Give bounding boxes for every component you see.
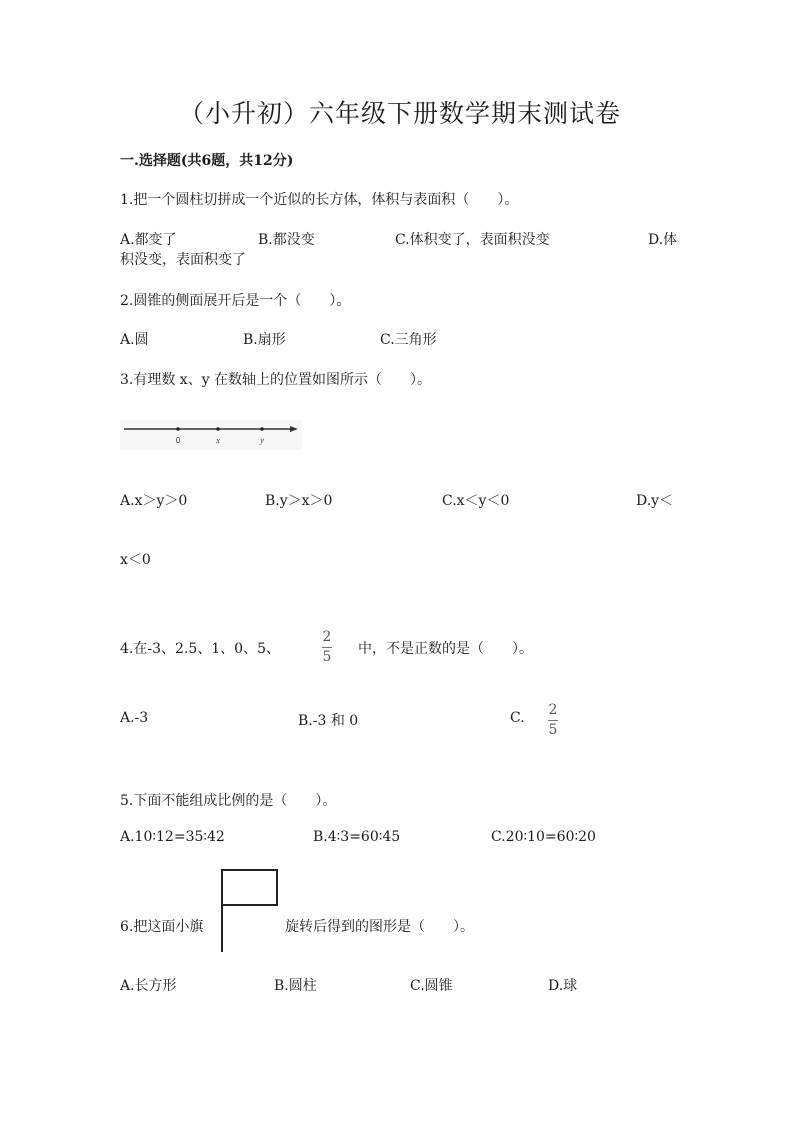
number-line-point-zero	[176, 427, 180, 431]
fraction-bar	[322, 647, 332, 648]
q1-option-d[interactable]: D.体	[648, 232, 678, 248]
q2-option-a[interactable]: A.圆	[120, 332, 149, 348]
fraction-two-fifths	[322, 630, 332, 664]
fraction-denominator: 5	[322, 649, 332, 665]
q6-option-c[interactable]: C.圆锥	[410, 978, 453, 994]
arrow-head-icon	[290, 426, 298, 432]
q6-option-b[interactable]: B.圆柱	[274, 978, 317, 994]
question-3-text: 3.有理数 x、y 在数轴上的位置如图所示（ ）。	[120, 372, 432, 388]
question-4-text-before: 4.在-3、2.5、1、0、5、	[120, 641, 280, 657]
number-line-label-y: y	[260, 436, 264, 445]
q5-option-b[interactable]: B.4∶3=60∶45	[313, 829, 401, 845]
q5-option-c[interactable]: C.20∶10=60∶20	[491, 829, 596, 845]
q2-option-b[interactable]: B.扇形	[243, 332, 286, 348]
question-2-text: 2.圆锥的侧面展开后是一个（ ）。	[120, 293, 351, 309]
fraction-bar	[548, 720, 558, 721]
question-5-text: 5.下面不能组成比例的是（ ）。	[120, 793, 337, 809]
q1-option-b[interactable]: B.都没变	[258, 232, 315, 248]
q1-option-a[interactable]: A.都变了	[120, 232, 177, 248]
question-6-text-after: 旋转后得到的图形是（ ）。	[285, 919, 474, 935]
number-line-point-x	[216, 427, 220, 431]
q4-option-b[interactable]: B.-3 和 0	[298, 713, 359, 729]
question-6-text-before: 6.把这面小旗	[120, 919, 204, 935]
page-title: （小升初）六年级下册数学期末测试卷	[178, 99, 621, 128]
q5-option-a[interactable]: A.10∶12=35∶42	[120, 829, 225, 845]
fraction-numerator: 2	[548, 702, 558, 718]
q1-option-c[interactable]: C.体积变了，表面积没变	[395, 232, 550, 248]
question-1-text: 1.把一个圆柱切拼成一个近似的长方体，体积与表面积（ ）。	[120, 192, 519, 208]
section-heading: 一.选择题(共6题，共12分)	[120, 153, 294, 169]
q1-option-d-continued: 积没变，表面积变了	[120, 252, 246, 268]
q3-option-c[interactable]: C.x＜y＜0	[442, 493, 510, 509]
fraction-denominator: 5	[548, 722, 558, 738]
q3-option-b[interactable]: B.y＞x＞0	[265, 493, 333, 509]
q4-option-c-fraction	[548, 703, 558, 737]
q6-option-d[interactable]: D.球	[548, 978, 578, 994]
number-line-figure	[120, 420, 302, 450]
fraction-numerator: 2	[322, 629, 332, 645]
q2-option-c[interactable]: C.三角形	[380, 332, 437, 348]
q6-option-a[interactable]: A.长方形	[120, 978, 177, 994]
q4-option-a[interactable]: A.-3	[120, 710, 149, 726]
q4-option-c[interactable]: C.	[510, 710, 525, 726]
number-line-label-x: x	[216, 436, 220, 445]
flag-icon	[218, 869, 280, 953]
q3-option-a[interactable]: A.x＞y＞0	[120, 493, 188, 509]
number-line-point-y	[260, 427, 264, 431]
question-4-text-after: 中，不是正数的是（ ）。	[358, 641, 533, 657]
q3-option-d-continued: x＜0	[120, 552, 151, 568]
number-line-label-zero: 0	[175, 436, 181, 445]
q3-option-d[interactable]: D.y＜	[636, 493, 674, 509]
